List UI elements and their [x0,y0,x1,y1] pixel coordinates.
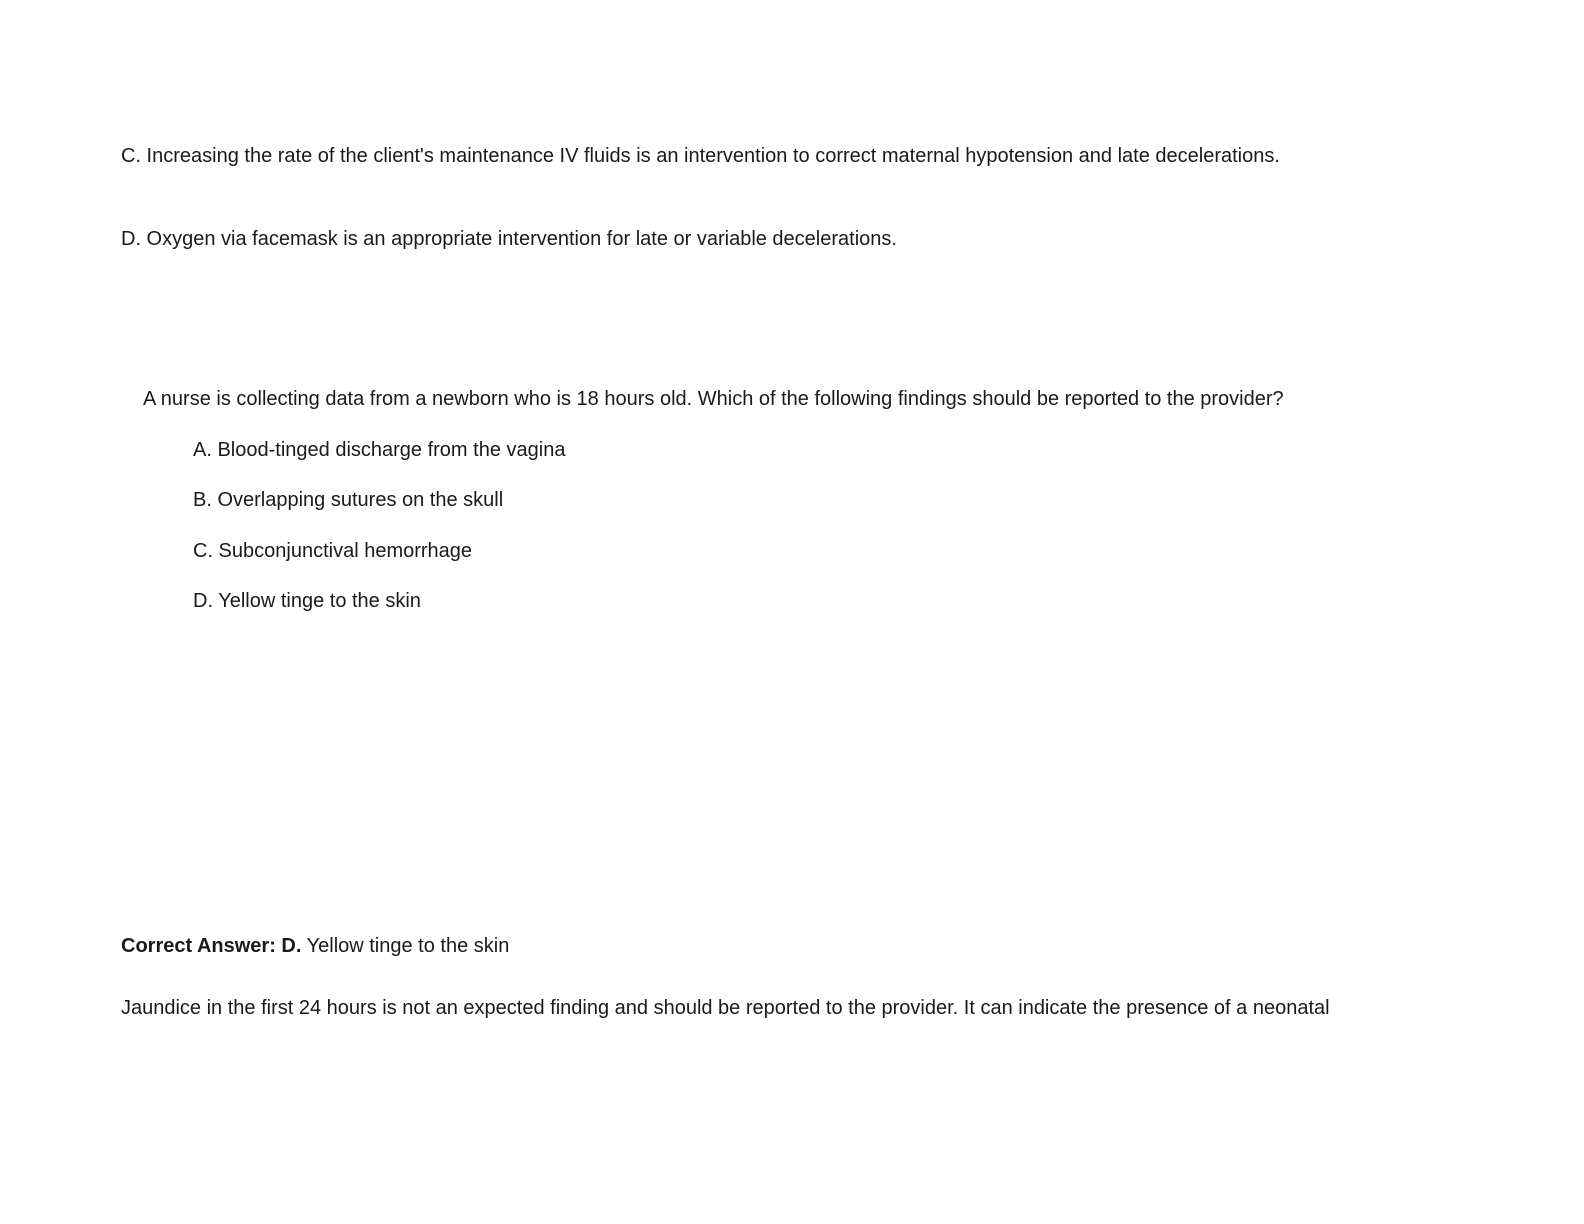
previous-rationale-option-c: C. Increasing the rate of the client's maintenance IV fluids is an intervention to correct maternal hypotension and late decelerations. [121,145,1280,167]
answer-option-d: D. Yellow tinge to the skin [193,590,421,612]
answer-option-a: A. Blood-tinged discharge from the vagina [193,439,566,461]
question-stem: A nurse is collecting data from a newborn who is 18 hours old. Which of the following findings should be reported to the provider? [143,388,1284,410]
correct-answer-label: Correct Answer: D. [121,935,302,957]
previous-rationale-option-d: D. Oxygen via facemask is an appropriate intervention for late or variable decelerations. [121,228,897,250]
correct-answer [121,934,509,958]
rationale-text: Jaundice in the first 24 hours is not an expected finding and should be reported to the provider. It can indicate the presence of a neonatal [121,997,1330,1019]
answer-option-c: C. Subconjunctival hemorrhage [193,540,473,562]
answer-option-b: B. Overlapping sutures on the skull [193,489,504,511]
correct-answer-text: Yellow tinge to the skin [301,935,510,957]
